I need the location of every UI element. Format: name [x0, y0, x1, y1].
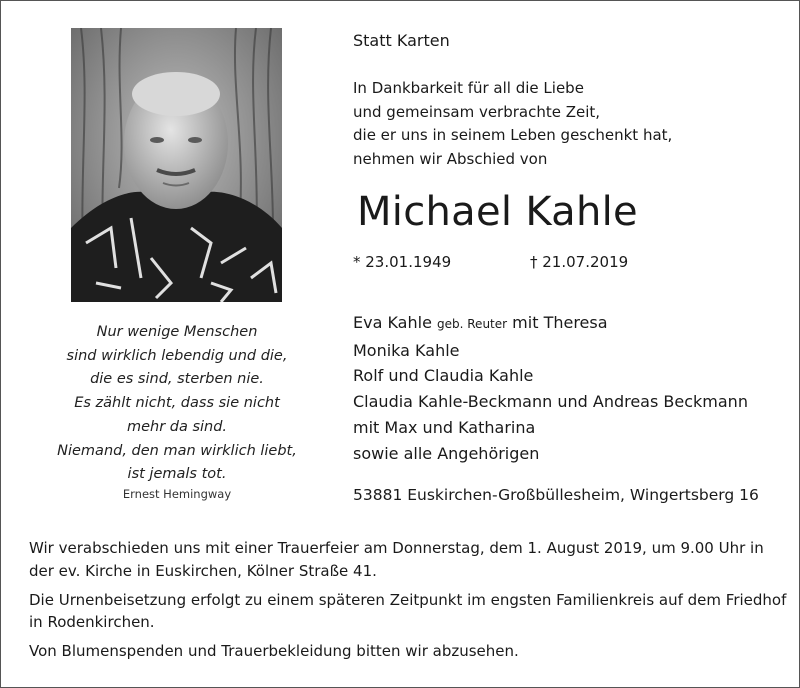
quote-line: Niemand, den man wirklich liebt,	[57, 442, 297, 459]
intro-line: nehmen wir Abschied von	[353, 149, 548, 168]
intro-line: und gemeinsam verbrachte Zeit,	[353, 102, 601, 121]
mourner-line: Monika Kahle	[353, 340, 460, 360]
statt-karten-heading: Statt Karten	[353, 31, 450, 50]
quote-line: mehr da sind.	[126, 418, 228, 435]
quote-line: Es zählt nicht, dass sie nicht	[74, 395, 280, 412]
death-date: † 21.07.2019	[530, 253, 629, 271]
intro-text	[353, 77, 672, 171]
deceased-name: Michael Kahle	[357, 189, 638, 235]
quote-line: Nur wenige Menschen	[96, 324, 258, 340]
mourner-line: mit Max und Katharina	[353, 417, 536, 437]
portrait-photo	[71, 28, 282, 302]
quote-line: ist jemals tot.	[127, 466, 227, 483]
ceremony-notice: Wir verabschieden uns mit einer Trauerfeier am Donnerstag, dem 1. August 2019, um 9.00 Uhr in der ev. Kirche in Euskirchen, Kölner Straße 41.	[29, 539, 764, 580]
funeral-details	[29, 537, 789, 669]
mourner-name: Eva Kahle	[353, 313, 432, 332]
birth-date: * 23.01.1949	[353, 253, 452, 271]
mourner-line: sowie alle Angehörigen	[353, 443, 540, 463]
mourner-suffix: mit Theresa	[512, 313, 608, 332]
mourner-line	[353, 310, 748, 338]
flowers-notice: Von Blumenspenden und Trauerbekleidung bitten wir abzusehen.	[29, 642, 519, 660]
family-address: 53881 Euskirchen-Großbüllesheim, Wingertsberg 16	[353, 486, 759, 504]
quote	[31, 321, 323, 487]
mourner-line: Claudia Kahle-Beckmann und Andreas Beckmann	[353, 392, 748, 412]
mourner-line: Rolf und Claudia Kahle	[353, 366, 534, 386]
intro-line: die er uns in seinem Leben geschenkt hat,	[353, 126, 673, 144]
life-dates	[353, 253, 793, 271]
intro-line: In Dankbarkeit für all die Liebe	[353, 79, 584, 97]
burial-notice: Die Urnenbeisetzung erfolgt zu einem späteren Zeitpunkt im engsten Familienkreis auf dem Friedhof in Rodenkirchen.	[29, 590, 787, 631]
quote-author: Ernest Hemingway	[122, 487, 232, 501]
maiden-name: geb. Reuter	[437, 317, 508, 331]
quote-line: sind wirklich lebendig und die,	[66, 347, 288, 364]
quote-line: die es sind, sterben nie.	[90, 371, 264, 388]
mourners-list	[353, 310, 748, 466]
